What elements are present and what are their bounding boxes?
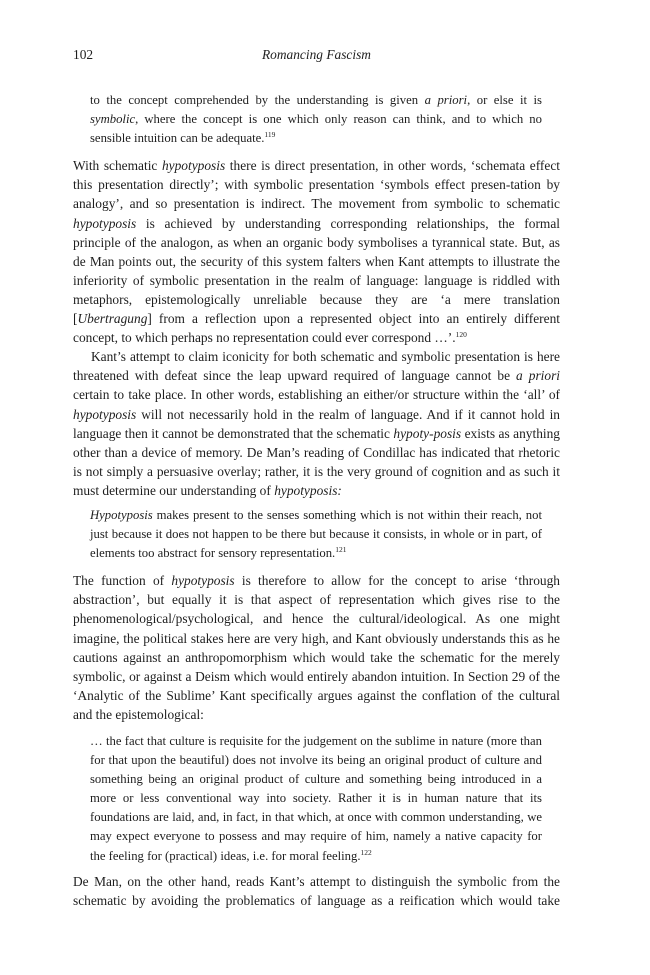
block-quote-kant-sublime: … the fact that culture is requisite for the judgement on the sublime in nature (more than for that upon the beautiful) does not involve its being an original product of culture and something being an original product of culture and something being introduced in a more or less conventional way into society. Rather it is in human nature that its foundations are laid, and, in fact, in that which, at once with common understanding, we may expect everyone to possess and may require of him, namely a native capacity for the feeling for (practical) ideas, i.e. for moral feeling.$^{122}$ [90,734,542,863]
paragraph-function-of-hypotyposis: The function of hypotyposis is therefore to allow for the concept to arise ‘through abstraction’, but equally it is that aspect of representation which gives rise to the phenomenological/psychological, and hence the cultural/ideological. As one might imagine, the political stakes here are very high, and Kant obviously understands this as he cautions against an anthropomorphism which would take the schematic for the merely symbolic, or against a Deism which would entirely abandon intuition. In Section 29 of the ‘Analytic of the Sublime’ Kant specifically argues against the conflation of the cultural and the epistemological: [73,573,561,722]
footnote-ref-122: 122 [360,847,372,857]
paragraph-de-man: De Man, on the other hand, reads Kant’s attempt to distinguish the symbolic from the schematic by avoiding the problematics of language as a reification which would take [73,873,560,908]
paragraph-kants-attempt: Kant’s attempt to claim iconicity for both schematic and symbolic presentation is here threatened with defeat since the leap upward required of language cannot be a priori certain to take place. In other words, establishing an either/or structure within the ‘all’ of hypotyposis will not necessarily hold in the realm of language. And if it cannot hold in language then it cannot be demonstrated that the schematic hypoty-posis exists as anything other than a device of memory. De Man’s reading of Condillac has indicated that rhetoric is not simply a persuasive overlay; rather, it is the very ground of cognition and as such it must determine our understanding of hypotyposis: [73,349,561,498]
block-quote-hypotyposis: Hypotyposis makes present to the senses something which is not within their reach, not just because it does not happen to be there but because it consists, in whole or in part, of elements too abstract for sensory representation.$^{121}$ [90,507,542,561]
footnote-ref-121: 121 [335,545,347,555]
running-header [73,44,560,66]
paragraph-schematic-hypotyposis: With schematic hypotyposis there is direct presentation, in other words, ‘schemata effect this presentation directly’; with symbolic presentation ‘symbols effect presen-tation by analogy’, and so presentation is indirect. The movement from symbolic to schematic hypotyposis is achieved by understanding corresponding relationships, the formal principle of the analogon, as when an organic body symbolises a tyrannical state. But, as de Man points out, the security of this system falters when Kant attempts to illustrate the inferiority of symbolic presentation in the realm of language: language is riddled with metaphors, epistemologically unreliable because they are ‘a mere translation [Ubertragung] from a reflection upon a represented object into an entirely different concept, to which perhaps no representation could ever correspond …’.$^{120}$ [73,158,560,346]
page-body [73,91,560,910]
footnote-ref-120: 120 [455,330,467,340]
running-title: Romancing Fascism [262,47,371,62]
book-page [73,44,561,908]
page-number: 102 [73,47,94,62]
footnote-ref-119: 119 [264,130,276,140]
block-quote-top: to the concept comprehended by the understanding is given a priori, or else it is symbolic, where the concept is one which only reason can think, and to which no sensible intuition can be adequate.$^{119}$ [90,93,542,146]
